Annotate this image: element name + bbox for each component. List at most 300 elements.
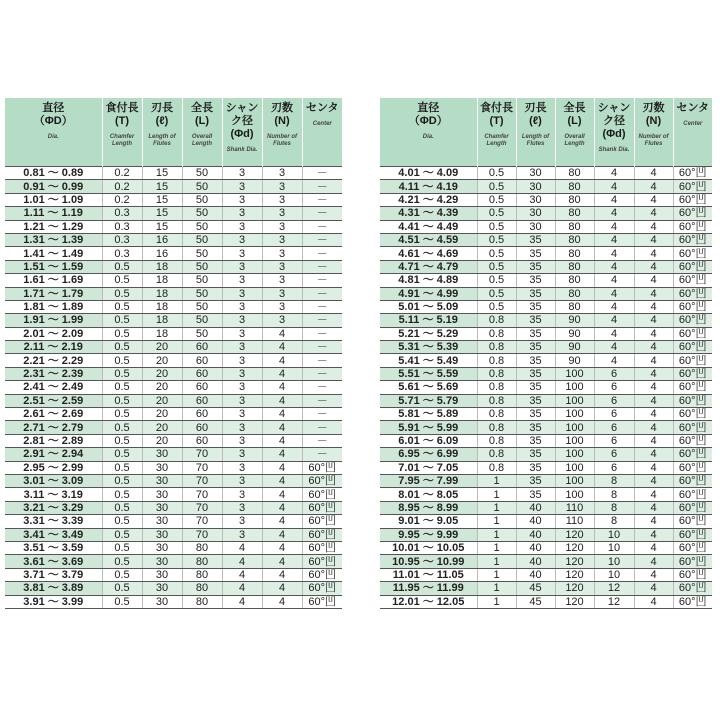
cell-number-of-flutes: 4	[262, 394, 302, 407]
header-jp-label: シャンク径	[597, 102, 631, 127]
cell-number-of-flutes: 4	[262, 408, 302, 421]
cell-flute-length: 35	[516, 300, 555, 313]
table-row	[5, 501, 342, 514]
cell-center: 60°凹	[673, 474, 712, 487]
cell-number-of-flutes: 3	[262, 193, 302, 206]
cell-overall-length: 70	[182, 501, 222, 514]
cell-overall-length: 60	[182, 434, 222, 447]
header-symbol: (N)	[645, 115, 662, 127]
cell-number-of-flutes: 4	[634, 167, 673, 180]
cell-chamfer-length: 0.5	[477, 233, 516, 246]
cell-diameter: 1.51 ～ 1.59	[5, 260, 102, 273]
header-jp-label: 直径	[417, 102, 440, 114]
cell-overall-length: 70	[182, 488, 222, 501]
cell-shank-diameter: 3	[222, 408, 262, 421]
cell-number-of-flutes: 4	[634, 180, 673, 193]
cell-flute-length: 16	[142, 233, 182, 246]
cell-center: －	[302, 434, 342, 447]
cell-overall-length: 60	[182, 408, 222, 421]
cell-number-of-flutes: 3	[262, 220, 302, 233]
cell-number-of-flutes: 3	[262, 287, 302, 300]
cell-number-of-flutes: 4	[634, 461, 673, 474]
table-row	[380, 488, 712, 501]
cell-shank-diameter: 3	[222, 528, 262, 541]
cell-diameter: 1.01 ～ 1.09	[5, 193, 102, 206]
cell-center: 60°凹	[673, 247, 712, 260]
cell-overall-length: 80	[182, 555, 222, 568]
header-number-of-flutes	[262, 98, 302, 167]
cell-flute-length: 40	[516, 528, 555, 541]
cell-chamfer-length: 0.5	[477, 167, 516, 180]
cell-diameter: 3.41 ～ 3.49	[5, 528, 102, 541]
cell-shank-diameter: 6	[594, 367, 634, 380]
cell-number-of-flutes: 3	[262, 167, 302, 180]
cell-chamfer-length: 0.5	[477, 180, 516, 193]
cell-shank-diameter: 4	[594, 220, 634, 233]
cell-diameter: 9.95 ～ 9.99	[380, 528, 477, 541]
cell-number-of-flutes: 4	[634, 408, 673, 421]
cell-chamfer-length: 1	[477, 555, 516, 568]
cell-chamfer-length: 0.5	[102, 421, 142, 434]
cell-flute-length: 18	[142, 300, 182, 313]
table-row	[5, 528, 342, 541]
table-body	[380, 167, 712, 609]
cell-diameter: 2.95 ～ 2.99	[5, 461, 102, 474]
cell-shank-diameter: 8	[594, 501, 634, 514]
header-jp-label: センタ	[305, 102, 339, 114]
cell-overall-length: 80	[182, 595, 222, 608]
header-en-label: Number of Flutes	[638, 134, 669, 147]
cell-flute-length: 35	[516, 434, 555, 447]
cell-flute-length: 20	[142, 408, 182, 421]
cell-chamfer-length: 0.5	[102, 515, 142, 528]
cell-chamfer-length: 0.5	[102, 501, 142, 514]
cell-flute-length: 15	[142, 193, 182, 206]
table-row	[5, 568, 342, 581]
cell-number-of-flutes: 4	[634, 314, 673, 327]
cell-flute-length: 35	[516, 354, 555, 367]
header-symbol: （ΦD）	[33, 115, 73, 127]
cell-flute-length: 35	[516, 394, 555, 407]
cell-center: －	[302, 408, 342, 421]
header-shank-diameter	[594, 98, 634, 167]
cell-diameter: 5.81 ～ 5.89	[380, 408, 477, 421]
cell-diameter: 2.21 ～ 2.29	[5, 354, 102, 367]
table-row	[380, 167, 712, 180]
cell-center: －	[302, 167, 342, 180]
table-row	[380, 541, 712, 554]
cell-overall-length: 80	[555, 287, 594, 300]
cell-center: 60°凹	[302, 461, 342, 474]
cell-overall-length: 100	[555, 474, 594, 487]
table-row	[380, 193, 712, 206]
cell-flute-length: 35	[516, 274, 555, 287]
table-row	[380, 327, 712, 340]
cell-number-of-flutes: 3	[262, 247, 302, 260]
cell-overall-length: 60	[182, 341, 222, 354]
table-row	[380, 180, 712, 193]
cell-flute-length: 20	[142, 367, 182, 380]
header-symbol: (Φd)	[602, 128, 626, 140]
cell-diameter: 3.91 ～ 3.99	[5, 595, 102, 608]
cell-diameter: 8.95 ～ 8.99	[380, 501, 477, 514]
cell-number-of-flutes: 4	[634, 541, 673, 554]
table-header	[5, 98, 342, 167]
cell-number-of-flutes: 4	[262, 434, 302, 447]
cell-chamfer-length: 0.5	[102, 300, 142, 313]
cell-center: 60°凹	[302, 555, 342, 568]
cell-diameter: 4.31 ～ 4.39	[380, 207, 477, 220]
header-jp-label: 全長	[563, 102, 586, 114]
header-jp-label: 刃長	[151, 102, 173, 114]
cell-center: －	[302, 394, 342, 407]
cell-overall-length: 100	[555, 367, 594, 380]
header-symbol: (N)	[274, 115, 290, 127]
cell-overall-length: 80	[555, 167, 594, 180]
cell-flute-length: 45	[516, 582, 555, 595]
header-overall-length	[182, 98, 222, 167]
cell-diameter: 2.01 ～ 2.09	[5, 327, 102, 340]
cell-shank-diameter: 4	[594, 314, 634, 327]
cell-center: 60°凹	[673, 555, 712, 568]
cell-chamfer-length: 1	[477, 541, 516, 554]
cell-chamfer-length: 1	[477, 568, 516, 581]
cell-flute-length: 35	[516, 474, 555, 487]
cell-center: 60°凹	[673, 341, 712, 354]
cell-chamfer-length: 0.3	[102, 247, 142, 260]
cell-diameter: 1.31 ～ 1.39	[5, 233, 102, 246]
cell-chamfer-length: 0.5	[102, 381, 142, 394]
header-en-label: Length of Flutes	[521, 134, 550, 147]
cell-chamfer-length: 0.8	[477, 341, 516, 354]
cell-flute-length: 40	[516, 515, 555, 528]
cell-center: 60°凹	[673, 220, 712, 233]
header-symbol: (L)	[567, 115, 582, 127]
table-row	[5, 488, 342, 501]
cell-number-of-flutes: 4	[634, 515, 673, 528]
cell-flute-length: 35	[516, 488, 555, 501]
cell-diameter: 2.31 ～ 2.39	[5, 367, 102, 380]
cell-overall-length: 80	[555, 300, 594, 313]
header-row	[5, 98, 342, 167]
cell-diameter: 6.01 ～ 6.09	[380, 434, 477, 447]
cell-shank-diameter: 3	[222, 394, 262, 407]
cell-chamfer-length: 0.5	[477, 247, 516, 260]
cell-chamfer-length: 0.5	[102, 474, 142, 487]
table-row	[380, 367, 712, 380]
cell-overall-length: 80	[555, 220, 594, 233]
cell-flute-length: 30	[142, 595, 182, 608]
cell-flute-length: 30	[142, 474, 182, 487]
cell-number-of-flutes: 4	[634, 474, 673, 487]
cell-chamfer-length: 0.5	[102, 341, 142, 354]
cell-chamfer-length: 0.5	[477, 300, 516, 313]
cell-number-of-flutes: 4	[634, 341, 673, 354]
table-row	[5, 220, 342, 233]
cell-number-of-flutes: 3	[262, 260, 302, 273]
cell-flute-length: 30	[516, 167, 555, 180]
table-row	[5, 555, 342, 568]
cell-diameter: 7.95 ～ 7.99	[380, 474, 477, 487]
cell-center: 60°凹	[673, 180, 712, 193]
header-symbol: (Φd)	[230, 128, 254, 140]
cell-number-of-flutes: 4	[634, 501, 673, 514]
cell-center: －	[302, 327, 342, 340]
cell-number-of-flutes: 3	[262, 180, 302, 193]
cell-shank-diameter: 4	[594, 341, 634, 354]
table-row	[380, 501, 712, 514]
cell-flute-length: 40	[516, 501, 555, 514]
header-overall-length	[555, 98, 594, 167]
table-row	[5, 515, 342, 528]
cell-center: －	[302, 274, 342, 287]
cell-diameter: 0.81 ～ 0.89	[5, 167, 102, 180]
cell-center: 60°凹	[673, 381, 712, 394]
cell-number-of-flutes: 4	[262, 528, 302, 541]
table-row	[380, 555, 712, 568]
cell-chamfer-length: 0.5	[102, 488, 142, 501]
header-en-label: Shank Dia.	[598, 147, 630, 153]
cell-shank-diameter: 4	[594, 167, 634, 180]
cell-center: 60°凹	[673, 448, 712, 461]
cell-chamfer-length: 0.5	[477, 260, 516, 273]
cell-overall-length: 90	[555, 354, 594, 367]
cell-diameter: 3.21 ～ 3.29	[5, 501, 102, 514]
cell-chamfer-length: 0.5	[477, 220, 516, 233]
cell-overall-length: 80	[555, 260, 594, 273]
table-row	[5, 341, 342, 354]
cell-chamfer-length: 0.8	[477, 434, 516, 447]
cell-chamfer-length: 1	[477, 515, 516, 528]
cell-diameter: 2.51 ～ 2.59	[5, 394, 102, 407]
cell-number-of-flutes: 4	[634, 488, 673, 501]
cell-shank-diameter: 3	[222, 354, 262, 367]
cell-diameter: 3.71 ～ 3.79	[5, 568, 102, 581]
cell-overall-length: 70	[182, 474, 222, 487]
cell-diameter: 0.91 ～ 0.99	[5, 180, 102, 193]
header-row	[380, 98, 712, 167]
cell-center: 60°凹	[673, 528, 712, 541]
cell-shank-diameter: 3	[222, 220, 262, 233]
header-diameter	[380, 98, 477, 167]
cell-diameter: 8.01 ～ 8.05	[380, 488, 477, 501]
table-row	[380, 515, 712, 528]
cell-number-of-flutes: 4	[634, 300, 673, 313]
cell-center: －	[302, 233, 342, 246]
cell-shank-diameter: 3	[222, 327, 262, 340]
cell-center: －	[302, 220, 342, 233]
cell-shank-diameter: 3	[222, 314, 262, 327]
cell-number-of-flutes: 3	[262, 300, 302, 313]
cell-chamfer-length: 0.5	[102, 287, 142, 300]
cell-center: 60°凹	[673, 233, 712, 246]
cell-overall-length: 50	[182, 180, 222, 193]
cell-overall-length: 50	[182, 220, 222, 233]
cell-diameter: 10.95 ～ 10.99	[380, 555, 477, 568]
cell-diameter: 2.41 ～ 2.49	[5, 381, 102, 394]
header-en-label: Overall Length	[191, 134, 213, 147]
cell-center: 60°凹	[673, 568, 712, 581]
cell-diameter: 2.91 ～ 2.94	[5, 448, 102, 461]
cell-number-of-flutes: 4	[634, 434, 673, 447]
cell-number-of-flutes: 4	[262, 461, 302, 474]
table-row	[5, 260, 342, 273]
cell-flute-length: 20	[142, 381, 182, 394]
header-jp-label: 全長	[191, 102, 213, 114]
cell-flute-length: 20	[142, 434, 182, 447]
cell-overall-length: 50	[182, 314, 222, 327]
cell-shank-diameter: 3	[222, 247, 262, 260]
header-diameter	[5, 98, 102, 167]
cell-shank-diameter: 3	[222, 515, 262, 528]
cell-diameter: 5.61 ～ 5.69	[380, 381, 477, 394]
table-row	[380, 394, 712, 407]
cell-center: 60°凹	[673, 367, 712, 380]
cell-number-of-flutes: 4	[634, 381, 673, 394]
cell-overall-length: 120	[555, 555, 594, 568]
cell-shank-diameter: 4	[594, 287, 634, 300]
header-symbol: (T)	[489, 115, 504, 127]
cell-diameter: 2.71 ～ 2.79	[5, 421, 102, 434]
cell-overall-length: 100	[555, 408, 594, 421]
cell-overall-length: 70	[182, 515, 222, 528]
cell-center: 60°凹	[673, 461, 712, 474]
cell-chamfer-length: 1	[477, 488, 516, 501]
cell-diameter: 4.01 ～ 4.09	[380, 167, 477, 180]
cell-diameter: 4.21 ～ 4.29	[380, 193, 477, 206]
cell-shank-diameter: 6	[594, 461, 634, 474]
cell-number-of-flutes: 4	[634, 421, 673, 434]
table-row	[5, 448, 342, 461]
cell-shank-diameter: 6	[594, 434, 634, 447]
table-row	[380, 461, 712, 474]
cell-center: －	[302, 367, 342, 380]
cell-flute-length: 30	[142, 528, 182, 541]
cell-number-of-flutes: 3	[262, 233, 302, 246]
header-jp-label: 直径	[42, 102, 65, 114]
header-en-label: Length of Flutes	[148, 134, 176, 147]
spec-table-right	[380, 98, 712, 609]
cell-shank-diameter: 4	[222, 582, 262, 595]
cell-chamfer-length: 0.5	[102, 568, 142, 581]
cell-shank-diameter: 12	[594, 595, 634, 608]
cell-chamfer-length: 1	[477, 501, 516, 514]
table-header	[380, 98, 712, 167]
cell-center: 60°凹	[673, 582, 712, 595]
cell-number-of-flutes: 4	[634, 220, 673, 233]
cell-chamfer-length: 0.5	[102, 274, 142, 287]
cell-chamfer-length: 0.5	[102, 394, 142, 407]
cell-chamfer-length: 0.5	[102, 314, 142, 327]
cell-flute-length: 15	[142, 207, 182, 220]
cell-center: 60°凹	[673, 193, 712, 206]
header-shank-diameter	[222, 98, 262, 167]
cell-diameter: 1.41 ～ 1.49	[5, 247, 102, 260]
header-symbol: (T)	[114, 115, 130, 127]
cell-flute-length: 18	[142, 287, 182, 300]
cell-overall-length: 100	[555, 434, 594, 447]
cell-overall-length: 80	[182, 568, 222, 581]
cell-number-of-flutes: 4	[262, 327, 302, 340]
cell-number-of-flutes: 4	[262, 595, 302, 608]
table-row	[380, 220, 712, 233]
cell-diameter: 7.01 ～ 7.05	[380, 461, 477, 474]
cell-shank-diameter: 4	[594, 207, 634, 220]
cell-flute-length: 20	[142, 394, 182, 407]
cell-overall-length: 50	[182, 287, 222, 300]
cell-overall-length: 80	[555, 233, 594, 246]
header-number-of-flutes	[634, 98, 673, 167]
cell-number-of-flutes: 4	[634, 367, 673, 380]
cell-chamfer-length: 0.8	[477, 354, 516, 367]
cell-center: －	[302, 448, 342, 461]
cell-diameter: 2.61 ～ 2.69	[5, 408, 102, 421]
cell-overall-length: 70	[182, 448, 222, 461]
cell-chamfer-length: 0.5	[102, 541, 142, 554]
cell-flute-length: 30	[142, 582, 182, 595]
cell-center: 60°凹	[673, 314, 712, 327]
cell-diameter: 2.81 ～ 2.89	[5, 434, 102, 447]
cell-shank-diameter: 3	[222, 300, 262, 313]
cell-flute-length: 35	[516, 327, 555, 340]
table-row	[380, 568, 712, 581]
table-row	[380, 300, 712, 313]
cell-flute-length: 30	[142, 501, 182, 514]
table-row	[5, 434, 342, 447]
cell-flute-length: 30	[516, 193, 555, 206]
cell-chamfer-length: 0.8	[477, 394, 516, 407]
cell-center: －	[302, 193, 342, 206]
cell-shank-diameter: 6	[594, 448, 634, 461]
cell-overall-length: 80	[555, 193, 594, 206]
cell-flute-length: 30	[142, 568, 182, 581]
cell-shank-diameter: 6	[594, 394, 634, 407]
header-jp-label: 刃数	[642, 102, 665, 114]
cell-overall-length: 70	[182, 461, 222, 474]
cell-overall-length: 100	[555, 381, 594, 394]
cell-chamfer-length: 0.8	[477, 448, 516, 461]
cell-shank-diameter: 4	[594, 327, 634, 340]
cell-number-of-flutes: 4	[634, 394, 673, 407]
header-jp-label: 食付長	[480, 102, 513, 114]
cell-shank-diameter: 4	[222, 568, 262, 581]
cell-shank-diameter: 3	[222, 381, 262, 394]
cell-flute-length: 40	[516, 568, 555, 581]
cell-flute-length: 18	[142, 327, 182, 340]
table-row	[5, 408, 342, 421]
cell-shank-diameter: 10	[594, 541, 634, 554]
cell-overall-length: 80	[555, 207, 594, 220]
table-row	[380, 314, 712, 327]
cell-center: 60°凹	[673, 287, 712, 300]
header-en-label: Number of Flutes	[267, 134, 297, 147]
cell-shank-diameter: 10	[594, 555, 634, 568]
cell-overall-length: 60	[182, 421, 222, 434]
cell-chamfer-length: 0.2	[102, 193, 142, 206]
table-row	[5, 582, 342, 595]
cell-chamfer-length: 0.5	[102, 582, 142, 595]
cell-flute-length: 30	[142, 555, 182, 568]
cell-diameter: 4.71 ～ 4.79	[380, 260, 477, 273]
cell-flute-length: 15	[142, 220, 182, 233]
cell-flute-length: 35	[516, 341, 555, 354]
cell-diameter: 11.01 ～ 11.05	[380, 568, 477, 581]
cell-shank-diameter: 3	[222, 434, 262, 447]
table-row	[380, 582, 712, 595]
cell-center: －	[302, 247, 342, 260]
cell-number-of-flutes: 3	[262, 314, 302, 327]
cell-shank-diameter: 3	[222, 421, 262, 434]
